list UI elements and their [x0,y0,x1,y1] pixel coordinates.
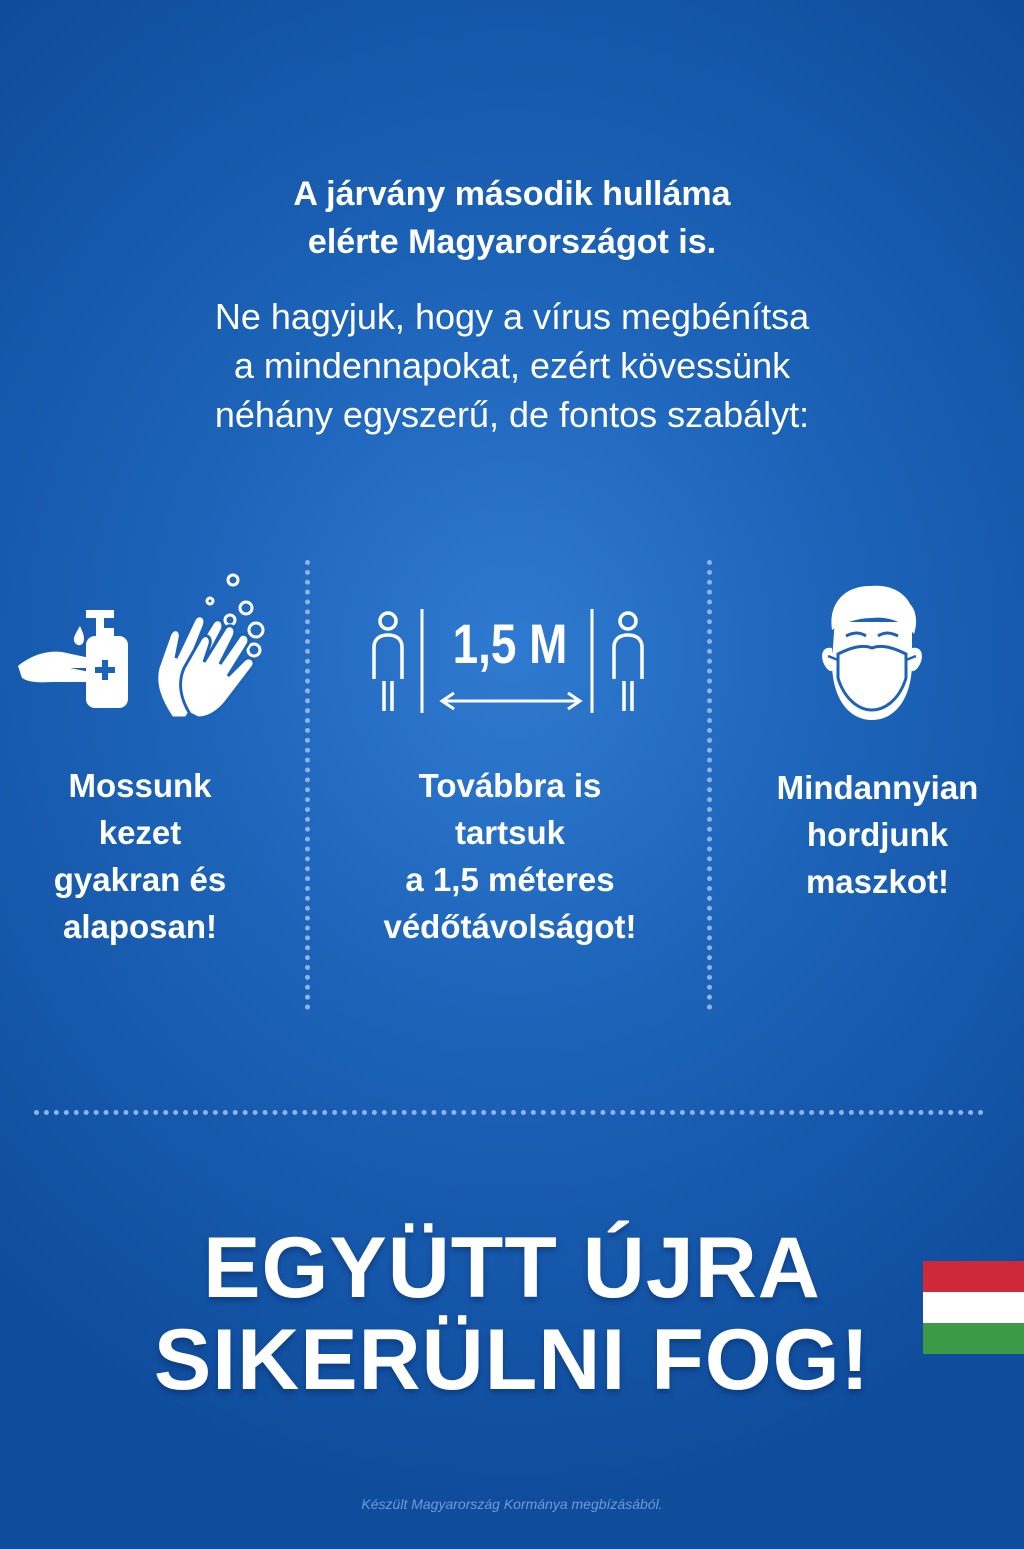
headline-line-1: A járvány második hulláma [293,175,731,213]
flag-stripe-white [923,1292,1024,1323]
footer-credit: Készült Magyarország Kormánya megbízásából. [361,1496,663,1512]
rule-2-line-3: a 1,5 méteres [405,861,615,898]
flag-stripe-green [923,1323,1024,1354]
rule-2-line-1: Továbbra is [418,767,602,804]
slogan-line-2: SIKERÜLNI FOG! [153,1312,871,1408]
face-mask-icon [820,582,924,724]
rule-1-line-1: Mossunk [68,767,212,804]
rule-mask-text [735,764,1020,905]
rule-1-line-3: gyakran és [53,861,227,898]
rule-2-line-2: tartsuk [454,814,566,851]
rule-1-line-4: alaposan! [62,908,218,945]
flag-stripe-red [923,1261,1024,1292]
rule-3-line-3: maszkot! [805,863,950,900]
rule-2-line-4: védőtávolságot! [383,908,637,945]
hand-sanitizer-icon [16,600,134,712]
headline [112,170,912,266]
rule-wash-hands-text [20,762,260,950]
rule-3-line-2: hordjunk [806,816,949,853]
intro-line-2: a mindennapokat, ezért kövessünk [233,345,791,386]
hungarian-flag [923,1261,1024,1354]
column-divider-2 [707,560,712,1010]
section-divider [34,1110,984,1115]
slogan-line-1: EGYÜTT ÚJRA [203,1220,821,1316]
rule-1-line-2: kezet [98,814,182,851]
hand-washing-icon [150,568,268,718]
intro-line-3: néhány egyszerű, de fontos szabályt: [214,394,810,435]
column-divider-1 [305,560,310,1010]
headline-line-2: elérte Magyarországot is. [307,223,717,261]
slogan [60,1222,964,1406]
rule-3-line-1: Mindannyian [776,769,979,806]
rule-distance-text [330,762,690,950]
distance-label: 1,5 M [452,612,568,675]
intro-paragraph [102,292,922,439]
intro-line-1: Ne hagyjuk, hogy a vírus megbénítsa [214,296,810,337]
